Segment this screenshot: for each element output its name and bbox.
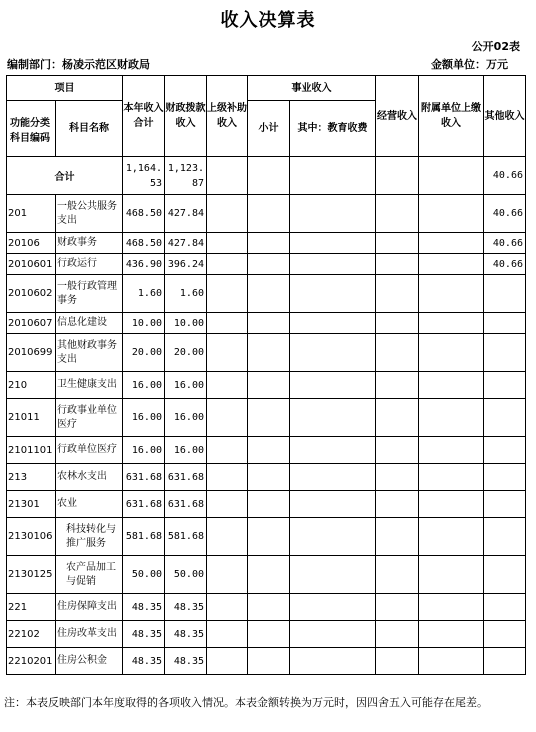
row-code: 221 bbox=[7, 594, 56, 621]
table-row bbox=[7, 275, 526, 313]
row-business-subtotal bbox=[248, 464, 290, 491]
row-code: 2010602 bbox=[7, 275, 56, 313]
table-row bbox=[7, 233, 526, 254]
row-subject-name: 行政事业单位医疗 bbox=[56, 399, 123, 437]
row-affiliated bbox=[419, 313, 484, 334]
row-business-subtotal bbox=[248, 594, 290, 621]
row-fiscal: 50.00 bbox=[165, 556, 207, 594]
row-total-income: 468.50 bbox=[123, 195, 165, 233]
row-fiscal: 20.00 bbox=[165, 334, 207, 372]
row-operating bbox=[376, 518, 419, 556]
row-other bbox=[484, 594, 526, 621]
row-other bbox=[484, 313, 526, 334]
row-business-subtotal bbox=[248, 518, 290, 556]
row-affiliated bbox=[419, 464, 484, 491]
table-row bbox=[7, 399, 526, 437]
department-label: 编制部门： bbox=[7, 58, 62, 71]
row-fiscal: 427.84 bbox=[165, 195, 207, 233]
row-fiscal: 396.24 bbox=[165, 254, 207, 275]
row-affiliated bbox=[419, 648, 484, 675]
row-other: 40.66 bbox=[484, 233, 526, 254]
table-row bbox=[7, 372, 526, 399]
row-superior bbox=[207, 334, 248, 372]
row-total-income: 1.60 bbox=[123, 275, 165, 313]
table-row bbox=[7, 518, 526, 556]
row-operating bbox=[376, 648, 419, 675]
row-business-subtotal bbox=[248, 275, 290, 313]
row-edu-fee bbox=[290, 621, 376, 648]
row-affiliated bbox=[419, 437, 484, 464]
row-edu-fee bbox=[290, 334, 376, 372]
row-fiscal: 427.84 bbox=[165, 233, 207, 254]
row-affiliated bbox=[419, 334, 484, 372]
total-income-value: 1,164.53 bbox=[123, 157, 165, 195]
row-edu-fee bbox=[290, 372, 376, 399]
row-fiscal: 16.00 bbox=[165, 399, 207, 437]
header-subtotal: 小计 bbox=[248, 101, 290, 157]
header-subject-name: 科目名称 bbox=[56, 101, 123, 157]
table-row bbox=[7, 195, 526, 233]
row-superior bbox=[207, 399, 248, 437]
row-affiliated bbox=[419, 491, 484, 518]
total-label: 合计 bbox=[7, 157, 123, 195]
row-fiscal: 48.35 bbox=[165, 594, 207, 621]
row-fiscal: 48.35 bbox=[165, 621, 207, 648]
row-edu-fee bbox=[290, 518, 376, 556]
header-total-income: 本年收入合计 bbox=[123, 76, 165, 157]
row-code: 2010607 bbox=[7, 313, 56, 334]
row-subject-name: 农产品加工与促销 bbox=[56, 556, 123, 594]
row-total-income: 16.00 bbox=[123, 372, 165, 399]
row-affiliated bbox=[419, 518, 484, 556]
row-other bbox=[484, 399, 526, 437]
amount-unit: 金额单位：万元 bbox=[431, 58, 508, 71]
row-other bbox=[484, 437, 526, 464]
row-business-subtotal bbox=[248, 491, 290, 518]
row-other bbox=[484, 334, 526, 372]
row-subject-name: 住房改革支出 bbox=[56, 621, 123, 648]
row-superior bbox=[207, 372, 248, 399]
row-superior bbox=[207, 491, 248, 518]
row-operating bbox=[376, 254, 419, 275]
row-total-income: 48.35 bbox=[123, 621, 165, 648]
page-title: 收入决算表 bbox=[220, 10, 316, 31]
row-fiscal: 48.35 bbox=[165, 648, 207, 675]
row-superior bbox=[207, 464, 248, 491]
table-row bbox=[7, 648, 526, 675]
row-business-subtotal bbox=[248, 556, 290, 594]
row-business-subtotal bbox=[248, 254, 290, 275]
row-code: 2010699 bbox=[7, 334, 56, 372]
row-affiliated bbox=[419, 275, 484, 313]
row-total-income: 631.68 bbox=[123, 464, 165, 491]
row-affiliated bbox=[419, 399, 484, 437]
row-code: 20106 bbox=[7, 233, 56, 254]
row-edu-fee bbox=[290, 399, 376, 437]
income-table bbox=[6, 75, 526, 675]
row-subject-name: 农林水支出 bbox=[56, 464, 123, 491]
row-code: 210 bbox=[7, 372, 56, 399]
row-operating bbox=[376, 233, 419, 254]
department-name: 杨凌示范区财政局 bbox=[62, 58, 150, 71]
row-operating bbox=[376, 334, 419, 372]
header-item: 项目 bbox=[7, 76, 123, 101]
row-total-income: 16.00 bbox=[123, 399, 165, 437]
row-edu-fee bbox=[290, 594, 376, 621]
row-superior bbox=[207, 313, 248, 334]
row-operating bbox=[376, 275, 419, 313]
row-code: 21011 bbox=[7, 399, 56, 437]
row-affiliated bbox=[419, 556, 484, 594]
row-subject-name: 信息化建设 bbox=[56, 313, 123, 334]
row-affiliated bbox=[419, 621, 484, 648]
row-business-subtotal bbox=[248, 399, 290, 437]
row-subject-name: 一般公共服务支出 bbox=[56, 195, 123, 233]
row-total-income: 20.00 bbox=[123, 334, 165, 372]
row-code: 2101101 bbox=[7, 437, 56, 464]
row-fiscal: 10.00 bbox=[165, 313, 207, 334]
row-other bbox=[484, 556, 526, 594]
row-other bbox=[484, 275, 526, 313]
row-code: 213 bbox=[7, 464, 56, 491]
row-code: 2010601 bbox=[7, 254, 56, 275]
row-subject-name: 财政事务 bbox=[56, 233, 123, 254]
form-number: 公开02表 bbox=[471, 40, 520, 53]
row-total-income: 50.00 bbox=[123, 556, 165, 594]
row-superior bbox=[207, 275, 248, 313]
row-edu-fee bbox=[290, 556, 376, 594]
row-edu-fee bbox=[290, 648, 376, 675]
table-row bbox=[7, 556, 526, 594]
table-row bbox=[7, 594, 526, 621]
row-total-income: 581.68 bbox=[123, 518, 165, 556]
row-operating bbox=[376, 399, 419, 437]
footnote: 注：本表反映部门本年度取得的各项收入情况。本表金额转换为万元时，因四舍五入可能存在尾差。 bbox=[4, 696, 488, 709]
row-subject-name: 农业 bbox=[56, 491, 123, 518]
row-fiscal: 16.00 bbox=[165, 437, 207, 464]
row-other bbox=[484, 464, 526, 491]
row-other bbox=[484, 372, 526, 399]
department-line bbox=[7, 56, 150, 72]
row-operating bbox=[376, 195, 419, 233]
row-business-subtotal bbox=[248, 334, 290, 372]
header-business: 事业收入 bbox=[248, 76, 376, 101]
row-edu-fee bbox=[290, 254, 376, 275]
header-affiliated: 附属单位上缴收入 bbox=[419, 76, 484, 157]
row-other: 40.66 bbox=[484, 254, 526, 275]
row-business-subtotal bbox=[248, 233, 290, 254]
table-row bbox=[7, 491, 526, 518]
row-edu-fee bbox=[290, 275, 376, 313]
row-superior bbox=[207, 648, 248, 675]
table-row bbox=[7, 334, 526, 372]
row-superior bbox=[207, 195, 248, 233]
row-other bbox=[484, 491, 526, 518]
row-business-subtotal bbox=[248, 648, 290, 675]
row-code: 2210201 bbox=[7, 648, 56, 675]
row-subject-name: 卫生健康支出 bbox=[56, 372, 123, 399]
header-fiscal: 财政拨款收入 bbox=[165, 76, 207, 157]
header-func-code: 功能分类科目编码 bbox=[7, 101, 56, 157]
row-business-subtotal bbox=[248, 372, 290, 399]
row-total-income: 16.00 bbox=[123, 437, 165, 464]
row-other: 40.66 bbox=[484, 195, 526, 233]
header-other: 其他收入 bbox=[484, 76, 526, 157]
row-operating bbox=[376, 437, 419, 464]
row-code: 2130125 bbox=[7, 556, 56, 594]
row-fiscal: 631.68 bbox=[165, 464, 207, 491]
row-total-income: 631.68 bbox=[123, 491, 165, 518]
row-total-income: 10.00 bbox=[123, 313, 165, 334]
row-superior bbox=[207, 594, 248, 621]
row-code: 22102 bbox=[7, 621, 56, 648]
row-superior bbox=[207, 556, 248, 594]
row-total-income: 468.50 bbox=[123, 233, 165, 254]
row-affiliated bbox=[419, 233, 484, 254]
row-business-subtotal bbox=[248, 437, 290, 464]
row-superior bbox=[207, 621, 248, 648]
row-superior bbox=[207, 254, 248, 275]
row-affiliated bbox=[419, 195, 484, 233]
row-subject-name: 一般行政管理事务 bbox=[56, 275, 123, 313]
row-affiliated bbox=[419, 594, 484, 621]
row-operating bbox=[376, 594, 419, 621]
row-total-income: 48.35 bbox=[123, 594, 165, 621]
row-business-subtotal bbox=[248, 313, 290, 334]
total-fiscal-value: 1,123.87 bbox=[165, 157, 207, 195]
row-edu-fee bbox=[290, 195, 376, 233]
row-subject-name: 其他财政事务支出 bbox=[56, 334, 123, 372]
row-other bbox=[484, 621, 526, 648]
row-operating bbox=[376, 621, 419, 648]
row-subject-name: 行政单位医疗 bbox=[56, 437, 123, 464]
row-business-subtotal bbox=[248, 195, 290, 233]
total-other-value: 40.66 bbox=[484, 157, 526, 195]
table-row bbox=[7, 313, 526, 334]
row-edu-fee bbox=[290, 313, 376, 334]
row-code: 2130106 bbox=[7, 518, 56, 556]
row-superior bbox=[207, 437, 248, 464]
row-total-income: 48.35 bbox=[123, 648, 165, 675]
row-other bbox=[484, 648, 526, 675]
row-edu-fee bbox=[290, 464, 376, 491]
table-row bbox=[7, 437, 526, 464]
table-body bbox=[7, 76, 526, 675]
total-row bbox=[7, 157, 526, 195]
row-total-income: 436.90 bbox=[123, 254, 165, 275]
header-superior: 上级补助收入 bbox=[207, 76, 248, 157]
row-operating bbox=[376, 491, 419, 518]
row-code: 201 bbox=[7, 195, 56, 233]
row-fiscal: 16.00 bbox=[165, 372, 207, 399]
header-edu-fee: 其中：教育收费 bbox=[290, 101, 376, 157]
row-code: 21301 bbox=[7, 491, 56, 518]
row-fiscal: 1.60 bbox=[165, 275, 207, 313]
row-affiliated bbox=[419, 372, 484, 399]
row-fiscal: 631.68 bbox=[165, 491, 207, 518]
row-superior bbox=[207, 518, 248, 556]
table-row bbox=[7, 621, 526, 648]
row-operating bbox=[376, 313, 419, 334]
row-edu-fee bbox=[290, 233, 376, 254]
row-operating bbox=[376, 464, 419, 491]
row-operating bbox=[376, 556, 419, 594]
header-operating: 经营收入 bbox=[376, 76, 419, 157]
row-subject-name: 科技转化与推广服务 bbox=[56, 518, 123, 556]
row-subject-name: 住房公积金 bbox=[56, 648, 123, 675]
row-operating bbox=[376, 372, 419, 399]
row-fiscal: 581.68 bbox=[165, 518, 207, 556]
row-business-subtotal bbox=[248, 621, 290, 648]
row-edu-fee bbox=[290, 437, 376, 464]
table-row bbox=[7, 464, 526, 491]
row-superior bbox=[207, 233, 248, 254]
row-subject-name: 行政运行 bbox=[56, 254, 123, 275]
row-affiliated bbox=[419, 254, 484, 275]
row-subject-name: 住房保障支出 bbox=[56, 594, 123, 621]
table-row bbox=[7, 254, 526, 275]
row-other bbox=[484, 518, 526, 556]
row-edu-fee bbox=[290, 491, 376, 518]
